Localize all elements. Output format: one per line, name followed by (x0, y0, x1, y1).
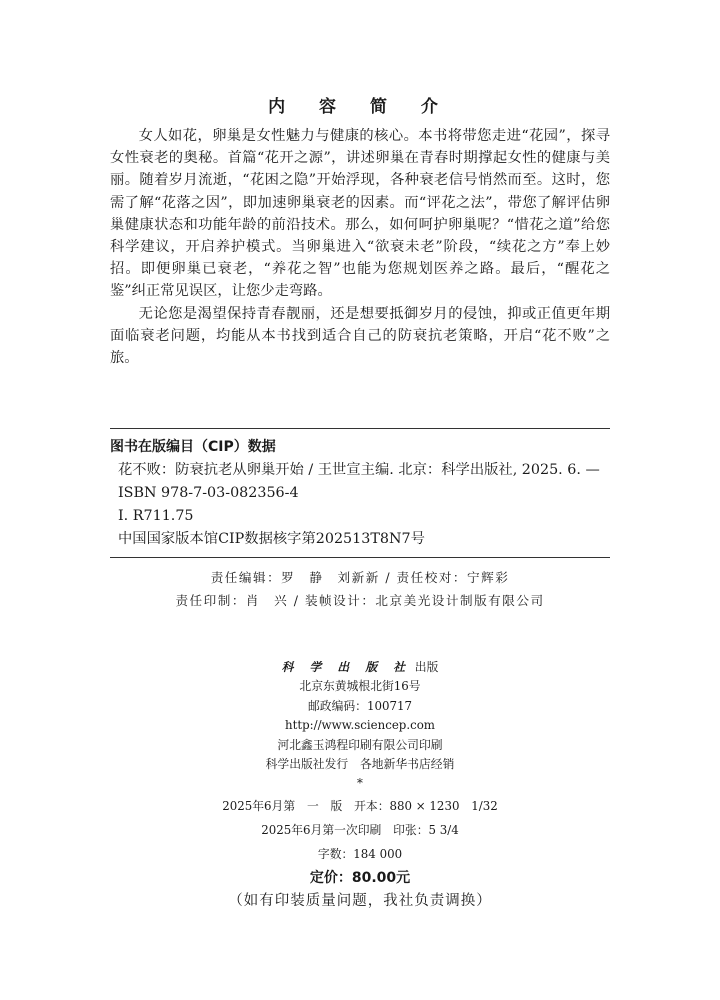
cip-heading: 图书在版编目（CIP）数据 (110, 439, 276, 455)
price: 定价：80.00元 (309, 869, 411, 886)
production-credits: 责任印制：肖 兴 / 装帧设计：北京美光设计制版有限公司 (175, 593, 545, 608)
imprint-block (0, 658, 720, 912)
edition-info: 2025年6月第 一 版 开本：880 × 1230 1/32 (222, 798, 498, 813)
distribution: 科学出版社发行 各地新华书店经销 (265, 757, 455, 772)
page-title: 内 容 简 介 (268, 97, 452, 117)
publisher-line (0, 658, 720, 677)
publisher-suffix: 出版 (414, 660, 439, 674)
word-count: 字数：184 000 (317, 846, 403, 861)
summary-paragraph: 无论您是渴望保持青春靓丽，还是想要抵御岁月的侵蚀，抑或正值更年期面临衰老问题，均能从本书找到适合自己的防衰抗老策略，开启“花不败”之旅。 (110, 305, 610, 367)
quality-notice: （如有印装质量问题，我社负责调换） (228, 892, 492, 909)
credits-block (0, 566, 720, 612)
cip-bottom-divider (110, 557, 610, 558)
printer: 河北鑫玉鸿程印刷有限公司印刷 (277, 737, 443, 752)
content-summary (110, 125, 610, 369)
website: http://www.sciencep.com (285, 718, 435, 733)
cip-classification: Ⅰ. R711.75 (118, 508, 194, 524)
cip-block (110, 436, 610, 551)
editor-credits: 责任编辑：罗 静 刘新新 / 责任校对：宁辉彩 (210, 570, 510, 585)
printing-info: 2025年6月第一次印刷 印张：5 3/4 (261, 822, 459, 837)
publisher-address: 北京东黄城根北街16号 (299, 679, 421, 694)
summary-paragraph: 女人如花，卵巢是女性魅力与健康的核心。本书将带您走进“花园”，探寻女性衰老的奥秘。首篇“花开之源”，讲述卵巢在青春时期撑起女性的健康与美丽。随着岁月流逝，“花困之隐”开始浮现，各种衰老信号悄然而至。这时，您需了解“花落之因”，即加速卵巢衰老的因素。而“评花之法”，带您了解评估卵巢健康状态和功能年龄的前沿技术。那么，如何呵护卵巢呢？“惜花之道”给您科学建议，开启养护模式。当卵巢进入“欲衰未老”阶段，“续花之方”奉上妙招。即便卵巢已衰老，“养花之智”也能为您规划医养之路。最后，“醒花之鉴”纠正常见误区，让您少走弯路。 (110, 128, 610, 300)
cip-registration: 中国国家版本馆CIP数据核字第202513T8N7号 (118, 531, 425, 547)
postcode: 邮政编码：100717 (307, 698, 413, 713)
separator: * (357, 776, 363, 791)
cip-top-divider (110, 428, 610, 429)
publisher-logo: 科 学 出 版 社 (281, 660, 412, 674)
cip-record: 花不败：防衰抗老从卵巢开始 / 王世宣主编. 北京：科学出版社, 2025. 6. — ISBN 978-7-03-082356-4 (118, 462, 600, 501)
